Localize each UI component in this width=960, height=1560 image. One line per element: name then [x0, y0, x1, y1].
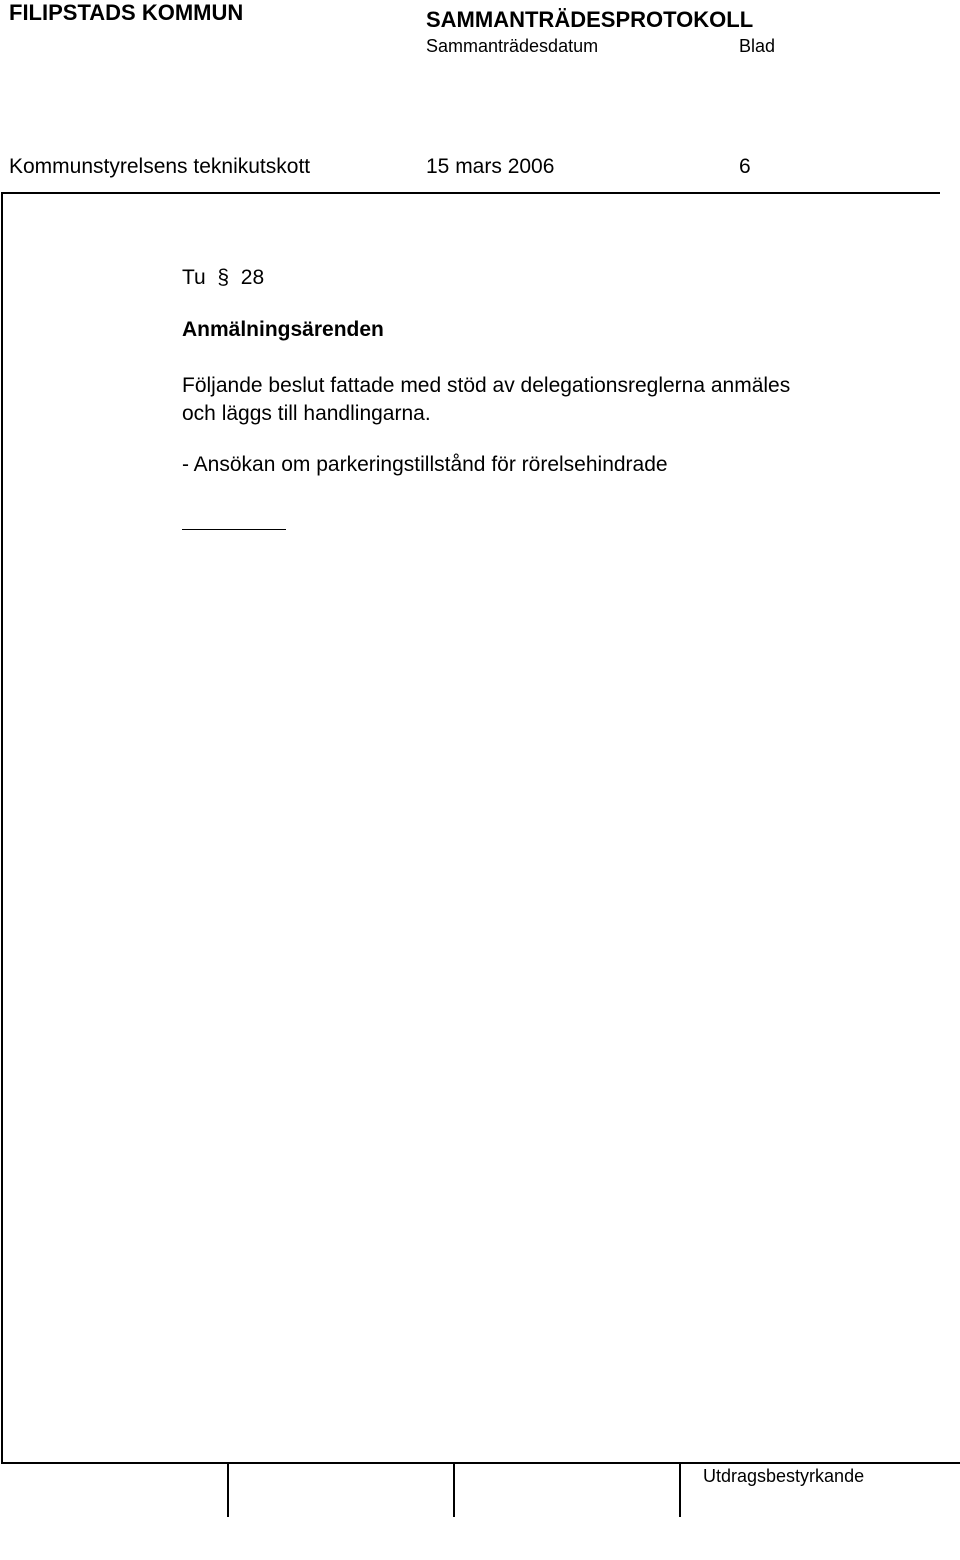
committee-name: Kommunstyrelsens teknikutskott: [9, 155, 311, 178]
section-sign-icon: §: [211, 266, 235, 289]
signature-cell-divider: [227, 1464, 229, 1517]
frame-left-rule: [1, 192, 3, 1464]
section-heading: Anmälningsärenden: [182, 318, 384, 341]
certification-label: Utdragsbestyrkande: [703, 1466, 865, 1486]
paragraph-prefix: Tu: [182, 266, 206, 289]
body-line: och läggs till handlingarna.: [182, 402, 431, 425]
meeting-date-label: Sammanträdesdatum: [426, 36, 599, 56]
frame-bottom-rule: [1, 1462, 960, 1464]
signature-cell-divider: [453, 1464, 455, 1517]
page-label: Blad: [739, 36, 776, 56]
page-number: 6: [739, 155, 751, 178]
paragraph-id: [182, 266, 264, 290]
document-type: SAMMANTRÄDESPROTOKOLL: [426, 7, 754, 32]
end-rule: [182, 529, 286, 530]
organization-name: FILIPSTADS KOMMUN: [9, 0, 244, 25]
paragraph-number: 28: [240, 266, 265, 289]
signature-cell-divider: [679, 1464, 681, 1517]
section-body: [182, 372, 902, 428]
frame-top-rule: [3, 192, 940, 194]
list-item: - Ansökan om parkeringstillstånd för rörelsehindrade: [182, 453, 668, 476]
meeting-date: 15 mars 2006: [426, 155, 555, 178]
body-line: Följande beslut fattade med stöd av delegationsreglerna anmäles: [182, 374, 791, 397]
